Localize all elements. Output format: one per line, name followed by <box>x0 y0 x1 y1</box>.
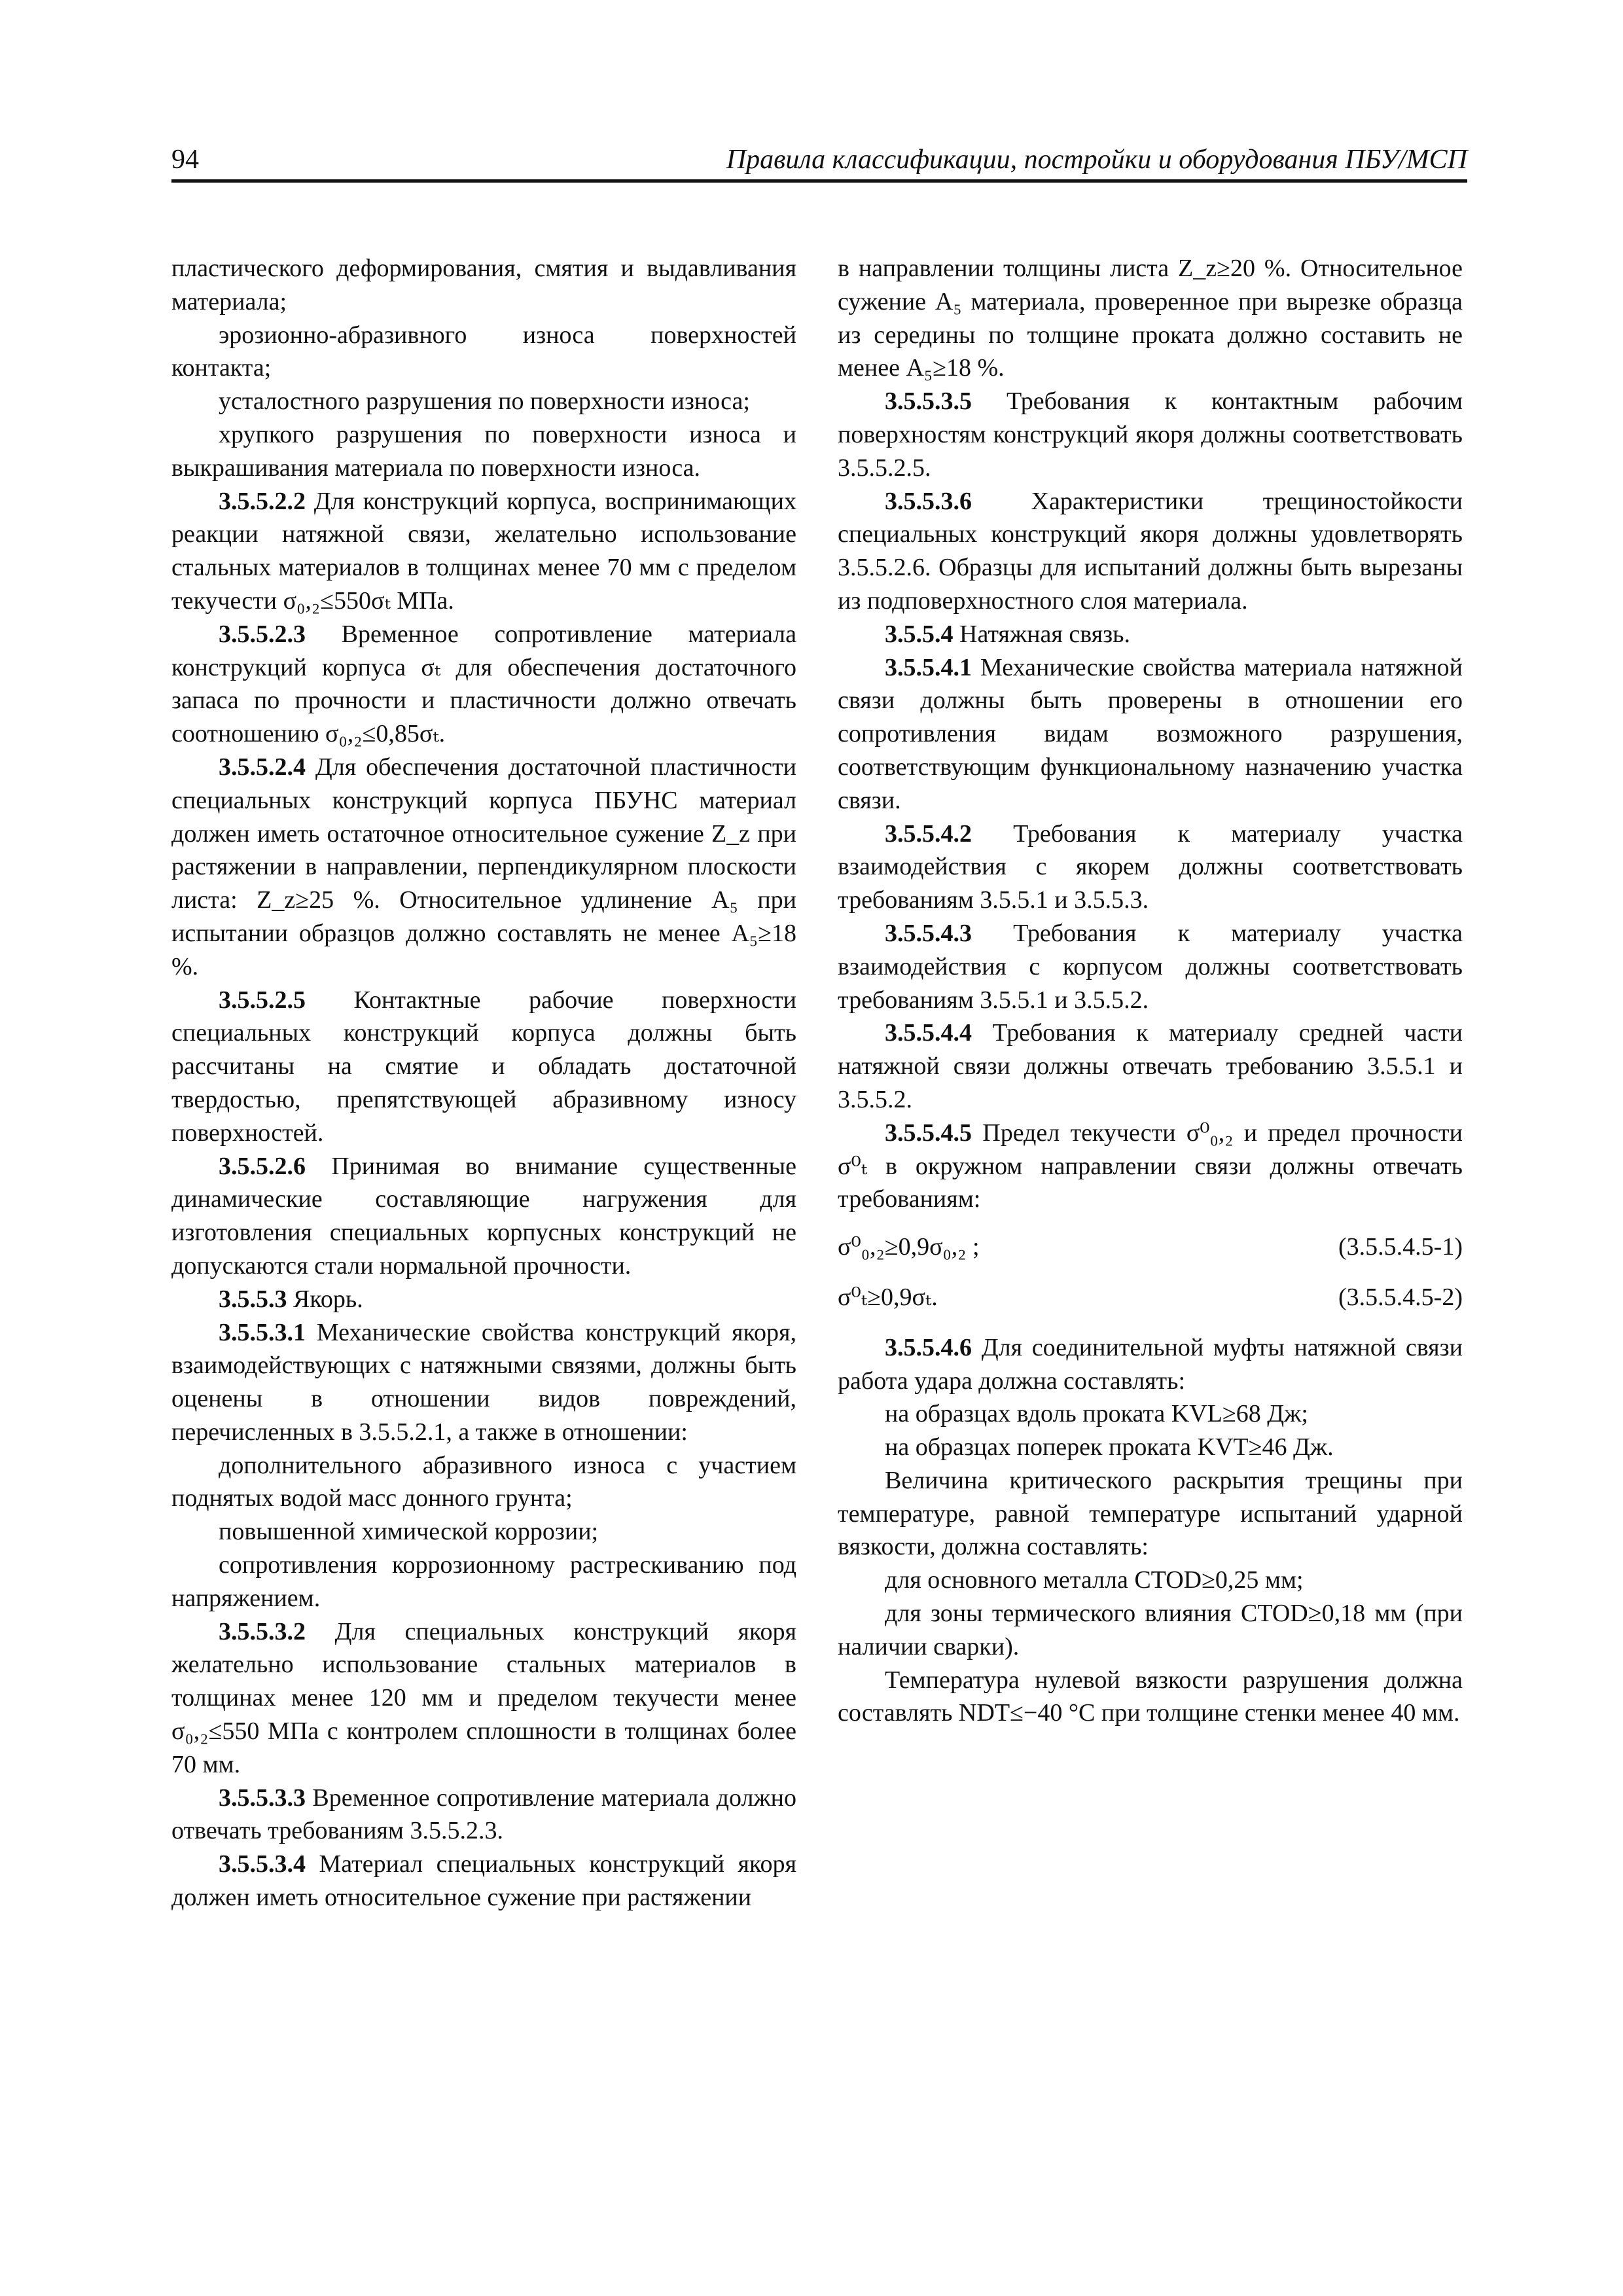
list-item: на образцах поперек проката KVT≥46 Дж. <box>885 1433 1334 1462</box>
clause-number: 3.5.5.3.3 <box>219 1784 306 1812</box>
clause-3-5-5-3 <box>171 1283 796 1316</box>
formula-number: (3.5.5.4.5-1) <box>1338 1233 1463 1261</box>
clause-text: Требования к материалу участка взаимодействия с корпусом должны соответствовать требованиям 3.5.5.1 и 3.5.5.2. <box>838 919 1463 1014</box>
clause-number: 3.5.5.3.2 <box>219 1617 306 1645</box>
formula-3-5-5-4-5-2 <box>838 1281 1463 1314</box>
formula-number: (3.5.5.4.5-2) <box>1338 1283 1463 1311</box>
clause-3-5-5-3-2 <box>171 1615 796 1782</box>
page-number: 94 <box>171 145 199 175</box>
clause-number: 3.5.5.4.1 <box>885 653 972 681</box>
clause-text: Принимая во внимание существенные динамические составляющие нагружения для изготовления специальных корпусных конструкций не допускаются стали нормальной прочности. <box>171 1152 796 1280</box>
formula-3-5-5-4-5-1 <box>838 1230 1463 1264</box>
clause-number: 3.5.5.4.5 <box>885 1119 972 1147</box>
clause-3-5-5-3-6 <box>838 485 1463 618</box>
clause-number: 3.5.5.2.2 <box>219 487 306 515</box>
page-header <box>171 143 1467 183</box>
clause-3-5-5-2-5 <box>171 984 796 1150</box>
clause-text: Натяжная связь. <box>959 620 1130 648</box>
list-item: усталостного разрушения по поверхности износа; <box>219 387 750 416</box>
clause-3-5-5-3-4 <box>171 1848 796 1914</box>
clause-text: Механические свойства материала натяжной связи должны быть проверены в отношении его сопротивления видам возможного разрушения, соответствующим функциональному назначению участка связи. <box>838 653 1463 814</box>
clause-text: Для конструкций корпуса, воспринимающих реакции натяжной связи, желательно использование стальных материалов в толщинах менее 70 мм с пределом текучести σ₀,₂≤550σₜ МПа. <box>171 487 796 615</box>
clause-3-5-5-2-3 <box>171 618 796 751</box>
clause-number: 3.5.5.3.6 <box>885 487 972 515</box>
clause-3-5-5-4-3 <box>838 917 1463 1016</box>
clause-3-5-5-4-4 <box>838 1016 1463 1116</box>
clause-number: 3.5.5.3.5 <box>885 387 972 416</box>
right-column <box>838 252 1463 1730</box>
clause-3-5-5-4-2 <box>838 817 1463 917</box>
list-item: эрозионно-абразивного износа поверхностей контакта; <box>171 321 796 382</box>
list-item: для зоны термического влияния CTOD≥0,18 мм (при наличии сварки). <box>838 1600 1463 1660</box>
clause-3-5-5-2-6 <box>171 1150 796 1283</box>
clause-number: 3.5.5.2.3 <box>219 620 306 648</box>
clause-text: Механические свойства конструкций якоря, взаимодействующих с натяжными связями, должны быть оценены в отношении видов повреждений, перечисленных в 3.5.5.2.1, а также в отношении: <box>171 1318 796 1446</box>
clause-text: Временное сопротивление материала конструкций корпуса σₜ для обеспечения достаточного запаса по прочности и пластичности должно отвечать соотношению σ₀,₂≤0,85σₜ. <box>171 620 796 748</box>
clause-3-5-5-3-1 <box>171 1316 796 1449</box>
clause-number: 3.5.5.2.4 <box>219 753 306 781</box>
clause-3-5-5-4-6 <box>838 1331 1463 1398</box>
clause-number: 3.5.5.4.3 <box>885 919 972 947</box>
paragraph: Величина критического раскрытия трещины при температуре, равной температуре испытаний ударной вязкости, должна составлять: <box>838 1466 1463 1561</box>
list-item: для основного металла CTOD≥0,25 мм; <box>885 1566 1304 1594</box>
clause-3-5-5-3-3 <box>171 1782 796 1848</box>
clause-3-5-5-4 <box>838 618 1463 651</box>
clause-text: Требования к контактным рабочим поверхностям конструкций якоря должны соответствовать 3.5.5.2.5. <box>838 387 1463 482</box>
paragraph: Температура нулевой вязкости разрушения должна составлять NDT≤−40 °С при толщине стенки менее 40 мм. <box>838 1666 1463 1727</box>
clause-3-5-5-3-5 <box>838 385 1463 484</box>
clause-text: Для специальных конструкций якоря желательно использование стальных материалов в толщинах менее 120 мм и пределом текучести менее σ₀,₂≤550 МПа с контролем сплошности в толщинах более 70 мм. <box>171 1617 797 1778</box>
clause-text: Контактные рабочие поверхности специальных конструкций корпуса должны быть рассчитаны на смятие и обладать достаточной твердостью, препятствующей абразивному износу поверхностей. <box>171 986 797 1147</box>
clause-number: 3.5.5.2.6 <box>219 1152 306 1180</box>
clause-text: Для обеспечения достаточной пластичности специальных конструкций корпуса ПБУНС материал должен иметь остаточное относительное сужение Z_z при растяжении в направлении, перпендикулярном плоскости листа: Z_z≥25 %. Относительное удлинение A₅ при испытании образцов должно составлять не менее A₅≥18 %. <box>171 753 796 980</box>
clause-text: Характеристики трещиностойкости специальных конструкций якоря должны удовлетворять 3.5.5.2.6. Образцы для испытаний должны быть вырезаны из подповерхностного слоя материала. <box>838 487 1463 615</box>
clause-text: Требования к материалу участка взаимодействия с якорем должны соответствовать требованиям 3.5.5.1 и 3.5.5.3. <box>838 819 1463 914</box>
clause-number: 3.5.5.3.4 <box>219 1850 306 1878</box>
left-column <box>171 252 796 1914</box>
clause-text: Материал специальных конструкций якоря должен иметь относительное сужение при растяжении <box>171 1850 796 1912</box>
clause-3-5-5-2-4 <box>171 751 796 984</box>
clause-3-5-5-4-5 <box>838 1117 1463 1216</box>
list-item: повышенной химической коррозии; <box>219 1518 599 1546</box>
clause-text: Требования к материалу средней части натяжной связи должны отвечать требованию 3.5.5.1 и 3.5.5.2. <box>838 1019 1463 1113</box>
clause-number: 3.5.5.4.4 <box>885 1019 972 1047</box>
clause-3-5-5-2-2 <box>171 485 796 618</box>
paragraph-continuation: в направлении толщины листа Z_z≥20 %. Относительное сужение A₅ материала, проверенное при вырезке образца из середины по толщине проката должно составить не менее A₅≥18 %. <box>838 255 1463 382</box>
list-item: сопротивления коррозионному растрескиванию под напряжением. <box>171 1551 796 1612</box>
clause-number: 3.5.5.3.1 <box>219 1318 306 1346</box>
formula-expression: σ⁰ₜ≥0,9σₜ. <box>838 1283 938 1311</box>
clause-number: 3.5.5.4.2 <box>885 819 972 848</box>
list-item: пластического деформирования, смятия и выдавливания материала; <box>171 255 796 315</box>
clause-text: Якорь. <box>293 1285 363 1313</box>
formula-expression: σ⁰₀,₂≥0,9σ₀,₂ ; <box>838 1233 980 1261</box>
running-title: Правила классификации, постройки и оборудования ПБУ/МСП <box>726 145 1467 175</box>
list-item: на образцах вдоль проката KVL≥68 Дж; <box>885 1400 1308 1428</box>
clause-number: 3.5.5.3 <box>219 1285 287 1313</box>
clause-number: 3.5.5.2.5 <box>219 986 306 1014</box>
clause-text: Предел текучести σ⁰₀,₂ и предел прочности σ⁰ₜ в окружном направлении связи должны отвечать требованиям: <box>838 1119 1463 1213</box>
list-item: дополнительного абразивного износа с участием поднятых водой масс донного грунта; <box>171 1451 796 1513</box>
clause-3-5-5-4-1 <box>838 651 1463 817</box>
clause-number: 3.5.5.4.6 <box>885 1333 972 1361</box>
clause-text: Временное сопротивление материала должно отвечать требованиям 3.5.5.2.3. <box>171 1784 797 1845</box>
list-item: хрупкого разрушения по поверхности износа и выкрашивания материала по поверхности износа. <box>171 420 796 482</box>
clause-number: 3.5.5.4 <box>885 620 954 648</box>
clause-text: Для соединительной муфты натяжной связи работа удара должна составлять: <box>838 1333 1463 1395</box>
